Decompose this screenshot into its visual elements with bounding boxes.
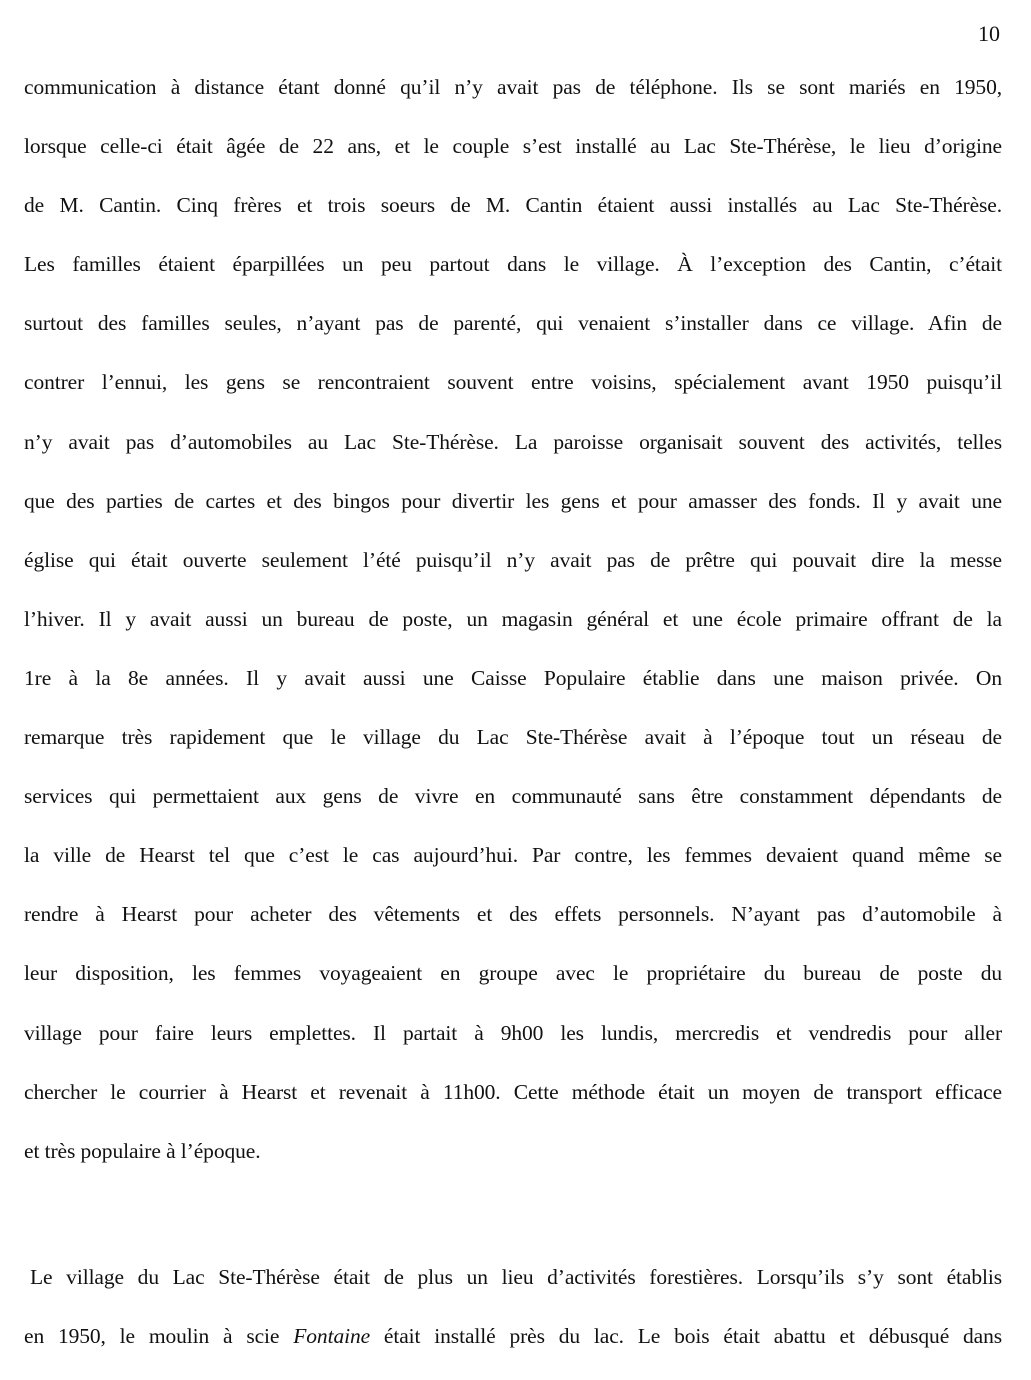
text-line: l’hiver. Il y avait aussi un bureau de poste, un magasin général et une école primaire offrant de la [24,606,1002,631]
text-line: surtout des familles seules, n’ayant pas de parenté, qui venaient s’installer dans ce village. Afin de [24,311,1002,336]
text-line: communication à distance étant donné qu’il n’y avait pas de téléphone. Ils se sont mariés en 1950, [24,75,1002,99]
text-line: que des parties de cartes et des bingos pour divertir les gens et pour amasser des fonds. Il y avait une [24,488,1002,513]
paragraph-2 [24,1248,1002,1366]
text-line: 1re à la 8e années. Il y avait aussi une Caisse Populaire établie dans une maison privée. On [24,665,1002,690]
sawmill-name: Fontaine [293,1324,371,1349]
text-line: lorsque celle-ci était âgée de 22 ans, et le couple s’est installé au Lac Ste-Thérèse, le lieu d’origine [24,134,1002,159]
text-line: Les familles étaient éparpillées un peu partout dans le village. À l’exception des Cantin, c’était [24,252,1002,277]
text-segment: en 1950, le moulin à scie [24,1324,294,1349]
paragraph-1 [24,58,1002,1181]
text-line: remarque très rapidement que le village du Lac Ste-Thérèse avait à l’époque tout un réseau de [24,725,1002,750]
text-line: n’y avait pas d’automobiles au Lac Ste-Thérèse. La paroisse organisait souvent des activités, telles [24,429,1002,454]
text-line: la ville de Hearst tel que c’est le cas aujourd’hui. Par contre, les femmes devaient quand même se [24,843,1002,868]
text-line: rendre à Hearst pour acheter des vêtements et des effets personnels. N’ayant pas d’automobile à [24,902,1002,927]
text-line: leur disposition, les femmes voyageaient en groupe avec le propriétaire du bureau de poste du [24,961,1002,986]
text-line: de M. Cantin. Cinq frères et trois soeurs de M. Cantin étaient aussi installés au Lac Ste-Thérèse. [24,193,1002,218]
text-line: et très populaire à l’époque. [24,1138,261,1163]
page-number: 10 [978,21,1000,46]
text-line: contrer l’ennui, les gens se rencontraient souvent entre voisins, spécialement avant 1950 puisqu’il [24,370,1002,395]
text-line: village pour faire leurs emplettes. Il partait à 9h00 les lundis, mercredis et vendredis pour aller [24,1020,1002,1045]
text-segment: était installé près du lac. Le bois était abattu et débusqué dans [370,1324,1002,1349]
text-line: église qui était ouverte seulement l’été puisqu’il n’y avait pas de prêtre qui pouvait dire la messe [24,547,1002,572]
text-line [24,1307,1002,1366]
text-line: services qui permettaient aux gens de vivre en communauté sans être constamment dépendants de [24,784,1002,809]
text-line: Le village du Lac Ste-Thérèse était de plus un lieu d’activités forestières. Lorsqu’ils s’y sont établis [30,1265,1002,1289]
text-line: chercher le courrier à Hearst et revenait à 11h00. Cette méthode était un moyen de transport efficace [24,1079,1002,1104]
